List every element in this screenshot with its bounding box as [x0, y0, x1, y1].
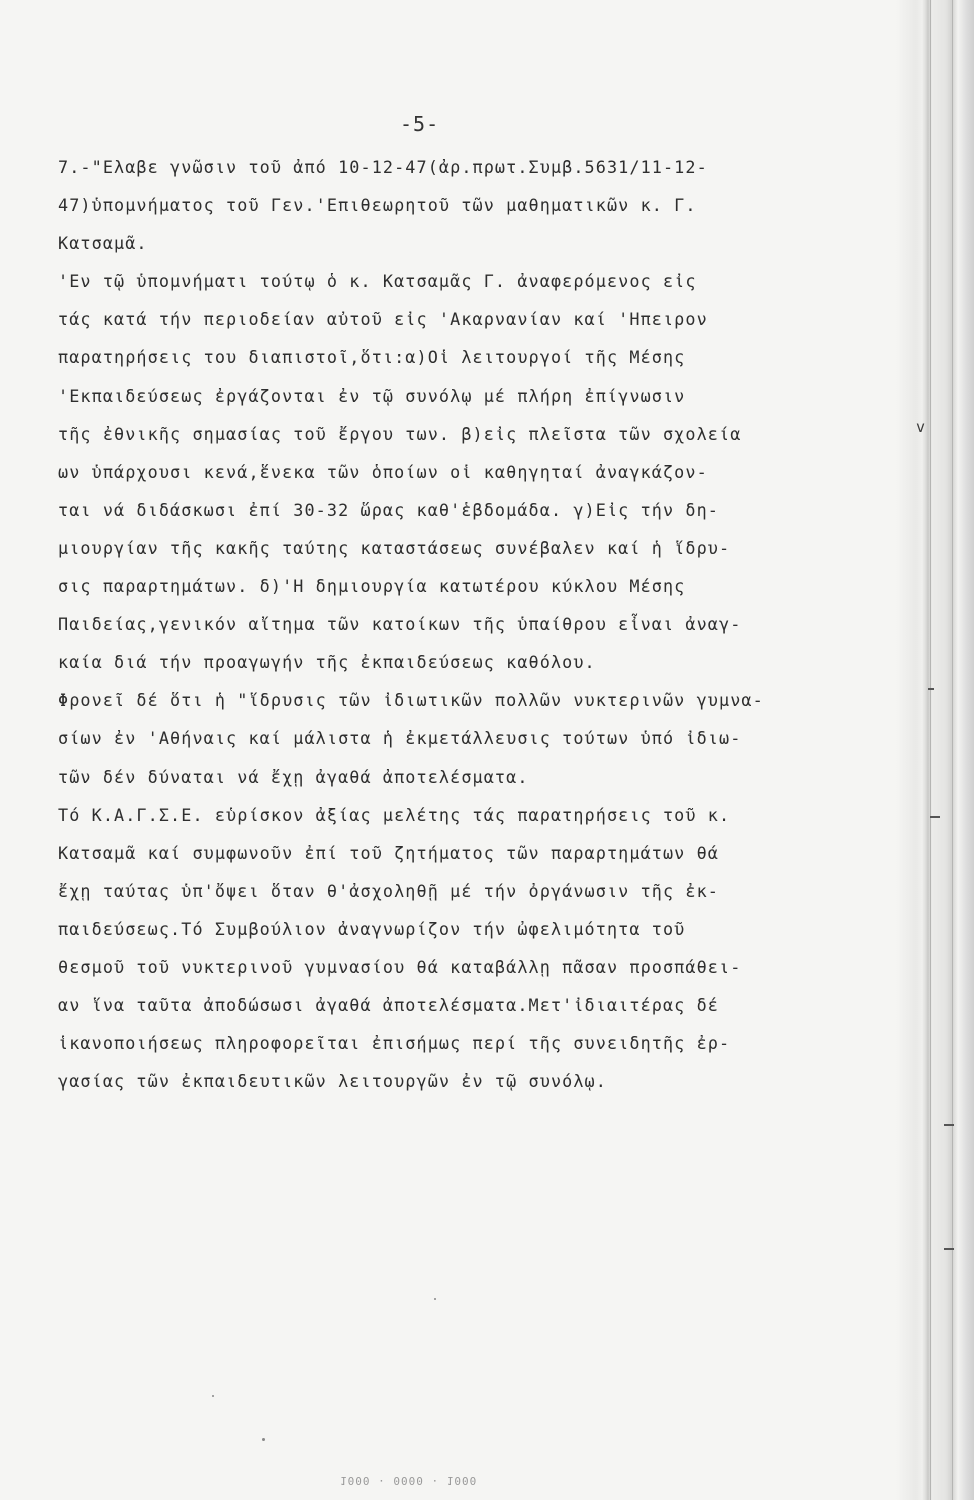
text-line: Τό Κ.Α.Γ.Σ.Ε. εὑρίσκον ἀξίας μελέτης τάς παρατηρήσεις τοῦ κ.: [58, 804, 731, 825]
margin-mark: v: [916, 418, 926, 436]
text-line: τῶν δέν δύναται νά ἔχῃ ἀγαθά ἀποτελέσματα.: [58, 766, 529, 787]
text-line: 'Εκπαιδεύσεως ἐργάζονται ἐν τῷ συνόλῳ μέ πλήρη ἐπίγνωσιν: [58, 385, 686, 406]
text-line: παιδεύσεως.Τό Συμβούλιον ἀναγνωρίζον τήν ὠφελιμότητα τοῦ: [58, 918, 686, 939]
text-line: ἱκανοποιήσεως πληροφορεῖται ἐπισήμως περί τῆς συνειδητῆς ἐρ-: [58, 1033, 731, 1054]
binding-mark: [928, 688, 934, 690]
binding-line: [952, 0, 953, 1500]
binding-mark: [930, 816, 940, 818]
text-line: 7.-"Ελαβε γνῶσιν τοῦ ἀπό 10-12-47(ἀρ.πρωτ.Συμβ.5631/11-12-: [58, 157, 708, 177]
paper-speck: [212, 1395, 214, 1397]
text-line: Κατσαμᾶ.: [58, 233, 148, 254]
typed-text-body: [58, 148, 898, 1100]
text-line: Φρονεῖ δέ ὅτι ἡ "ἵδρυσις τῶν ἰδιωτικῶν πολλῶν νυκτερινῶν γυμνα-: [58, 690, 764, 711]
binding-edge: [896, 0, 974, 1500]
text-line: μιουργίαν τῆς κακῆς ταύτης καταστάσεως συνέβαλεν καί ἡ ἵδρυ-: [58, 537, 731, 558]
text-line: παρατηρήσεις του διαπιστοῖ,ὅτι:α)Οἱ λειτουργοί τῆς Μέσης: [58, 347, 686, 368]
text-line: Κατσαμᾶ καί συμφωνοῦν ἐπί τοῦ ζητήματος τῶν παραρτημάτων θά: [58, 842, 719, 863]
bleed-through-stamp: 1000 · 0000 · 1000: [340, 1474, 478, 1487]
text-line: θεσμοῦ τοῦ νυκτερινοῦ γυμνασίου θά καταβάλλῃ πᾶσαν προσπάθει-: [58, 956, 742, 977]
paper-speck: [434, 1298, 436, 1300]
text-line: καία διά τήν προαγωγήν τῆς ἐκπαιδεύσεως καθόλου.: [58, 652, 596, 673]
text-line: Παιδείας,γενικόν αἴτημα τῶν κατοίκων τῆς ὑπαίθρου εἶναι ἀναγ-: [58, 614, 742, 635]
text-line: σίων ἐν 'Αθήναις καί μάλιστα ἡ ἐκμετάλλευσις τούτων ὑπό ἰδιω-: [58, 728, 742, 749]
text-line: τῆς ἐθνικῆς σημασίας τοῦ ἔργου των. β)εἰς πλεῖστα τῶν σχολεία: [58, 423, 742, 444]
binding-mark: [944, 1248, 954, 1250]
text-line: γασίας τῶν ἐκπαιδευτικῶν λειτουργῶν ἐν τῷ συνόλῳ.: [58, 1071, 607, 1092]
text-line: αν ἵνα ταῦτα ἀποδώσωσι ἀγαθά ἀποτελέσματα.Μετ'ἰδιαιτέρας δέ: [58, 995, 719, 1016]
text-line: ται νά διδάσκωσι ἐπί 30-32 ὥρας καθ'ἑβδομάδα. γ)Εἰς τήν δη-: [58, 499, 719, 520]
text-line: σις παραρτημάτων. δ)'Η δημιουργία κατωτέρου κύκλου Μέσης: [58, 576, 686, 597]
text-line: 'Εν τῷ ὑπομνήματι τούτῳ ὁ κ. Κατσαμᾶς Γ. ἀναφερόμενος εἰς: [58, 271, 697, 292]
binding-line: [930, 0, 931, 1500]
text-line: ων ὑπάρχουσι κενά,ἕνεκα τῶν ὁποίων οἱ καθηγηταί ἀναγκάζον-: [58, 461, 708, 482]
text-line: ἔχῃ ταύτας ὑπ'ὄψει ὅταν θ'ἀσχοληθῇ μέ τήν ὀργάνωσιν τῆς ἐκ-: [58, 880, 719, 901]
text-line: τάς κατά τήν περιοδείαν αὐτοῦ εἰς 'Ακαρνανίαν καί 'Ηπειρον: [58, 309, 708, 330]
page-number: -5-: [400, 112, 440, 136]
binding-mark: [944, 1124, 954, 1126]
paper-speck: [262, 1438, 265, 1441]
text-line: 47)ὑπομνήματος τοῦ Γεν.'Επιθεωρητοῦ τῶν μαθηματικῶν κ. Γ.: [58, 195, 697, 216]
